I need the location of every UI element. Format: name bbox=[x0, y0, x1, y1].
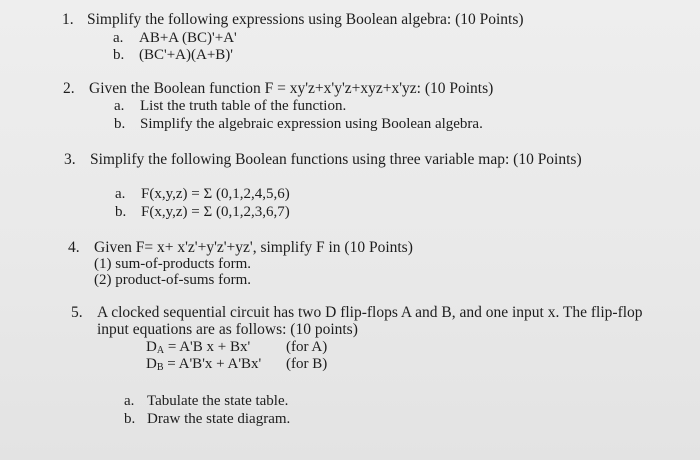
q1-number: 1. bbox=[62, 11, 74, 28]
q5-a-label: a. bbox=[124, 393, 135, 409]
q3-b-label: b. bbox=[115, 204, 127, 220]
q2-text: Given the Boolean function F = xy'z+x'y'z+xyz+x'yz: (10 Points) bbox=[89, 80, 494, 97]
q1-b-label: b. bbox=[113, 47, 125, 63]
q5-b-text: Draw the state diagram. bbox=[147, 411, 291, 427]
q5-eq-a-d: D bbox=[146, 339, 157, 355]
q4-part-1: (1) sum-of-products form. bbox=[94, 256, 252, 272]
q5-eq-b-subscript: B bbox=[156, 362, 164, 373]
q3-b-text: F(x,y,z) = Σ (0,1,2,3,6,7) bbox=[141, 204, 290, 220]
q5-number: 5. bbox=[71, 304, 83, 321]
q2-b-label: b. bbox=[114, 116, 126, 132]
q5-eq-b-expr: = A'B'x + A'Bx' bbox=[163, 356, 262, 372]
q5-eq-a-expr: = A'B x + Bx' bbox=[164, 339, 251, 355]
q5-a-text: Tabulate the state table. bbox=[147, 393, 289, 409]
q5-eq-b-note: (for B) bbox=[286, 356, 328, 372]
q5-eq-a-subscript: A bbox=[156, 345, 165, 356]
q1-a-label: a. bbox=[113, 30, 124, 46]
q5-equation-a bbox=[146, 340, 250, 356]
q1-b-text: (BC'+A)(A+B)' bbox=[139, 47, 233, 63]
q3-text: Simplify the following Boolean functions using three variable map: (10 Points) bbox=[90, 151, 582, 168]
q4-text: Given F= x+ x'z'+y'z'+yz', simplify F in (10 Points) bbox=[94, 239, 413, 256]
q5-line-2: input equations are as follows: (10 points) bbox=[97, 321, 358, 338]
q4-number: 4. bbox=[68, 239, 80, 256]
q3-number: 3. bbox=[64, 151, 76, 168]
q5-eq-b-d: D bbox=[146, 356, 157, 372]
q3-a-text: F(x,y,z) = Σ (0,1,2,4,5,6) bbox=[141, 186, 290, 202]
q5-equation-b bbox=[146, 357, 261, 373]
q5-eq-a-note: (for A) bbox=[286, 339, 328, 355]
q4-part-2: (2) product-of-sums form. bbox=[94, 272, 252, 288]
q5-line-1: A clocked sequential circuit has two D flip-flops A and B, and one input x. The flip-flop bbox=[97, 304, 643, 321]
q3-a-label: a. bbox=[115, 186, 126, 202]
q1-text: Simplify the following expressions using Boolean algebra: (10 Points) bbox=[87, 11, 524, 28]
q2-a-text: List the truth table of the function. bbox=[140, 98, 347, 114]
q2-a-label: a. bbox=[114, 98, 125, 114]
q5-b-label: b. bbox=[124, 411, 136, 427]
q1-a-text: AB+A (BC)'+A' bbox=[139, 30, 237, 46]
q2-b-text: Simplify the algebraic expression using Boolean algebra. bbox=[140, 116, 483, 132]
q2-number: 2. bbox=[63, 80, 75, 97]
